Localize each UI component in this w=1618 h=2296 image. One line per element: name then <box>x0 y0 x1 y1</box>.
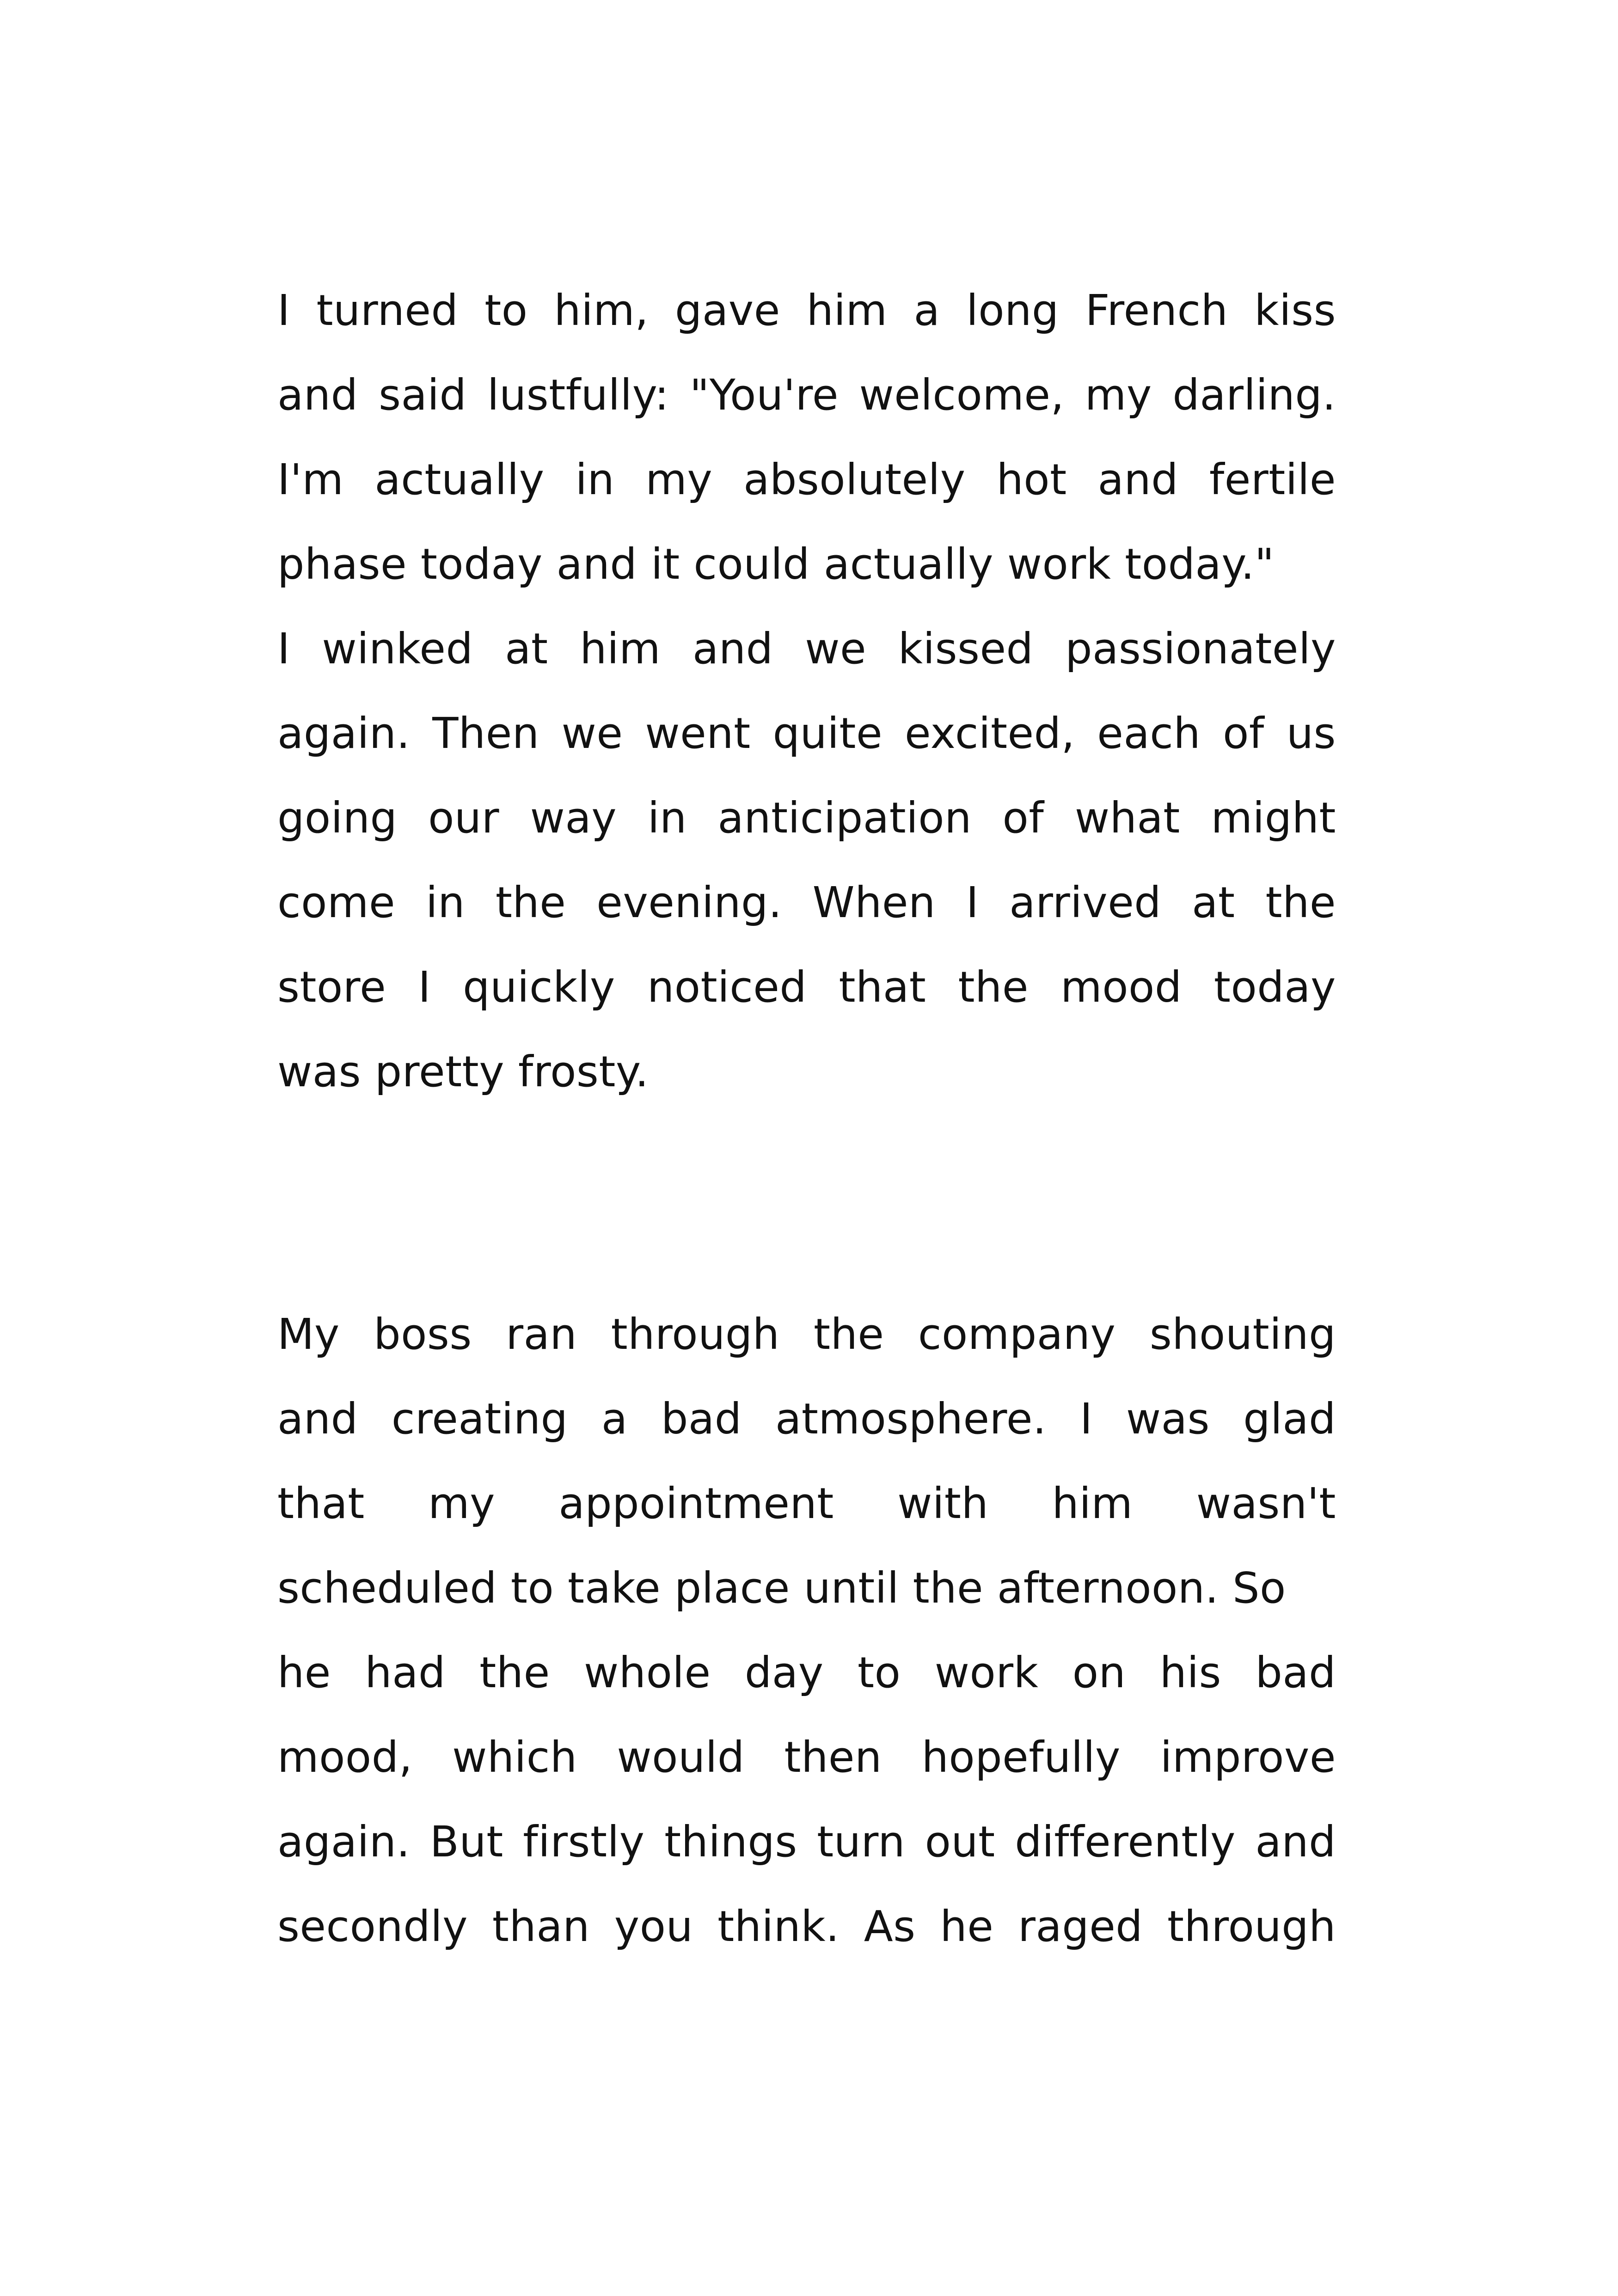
text-line: I winked at him and we kissed passionately <box>277 624 1336 673</box>
text-line: phase today and it could actually work today." <box>277 539 1275 589</box>
text-line: store I quickly noticed that the mood today <box>277 962 1336 1012</box>
text-line: I'm actually in my absolutely hot and fertile <box>277 455 1336 504</box>
text-line: again. But firstly things turn out differently and <box>277 1817 1336 1867</box>
text-line: again. Then we went quite excited, each of us <box>277 709 1336 758</box>
text-line: mood, which would then hopefully improve <box>277 1733 1336 1782</box>
paragraph-1 <box>277 268 1336 1114</box>
text-line: I turned to him, gave him a long French kiss <box>277 286 1336 335</box>
paragraph-2 <box>277 1292 1336 1969</box>
text-line: secondly than you think. As he raged through <box>277 1902 1336 1951</box>
text-line: My boss ran through the company shouting <box>277 1310 1336 1359</box>
text-line: and said lustfully: "You're welcome, my darling. <box>277 370 1336 420</box>
text-line: going our way in anticipation of what might <box>277 793 1336 843</box>
text-line: and creating a bad atmosphere. I was glad <box>277 1394 1336 1444</box>
text-line: scheduled to take place until the afternoon. So <box>277 1563 1286 1613</box>
text-line: that my appointment with him wasn't <box>277 1479 1336 1528</box>
text-line: come in the evening. When I arrived at the <box>277 878 1336 927</box>
text-line: was pretty frosty. <box>277 1047 649 1096</box>
text-line: he had the whole day to work on his bad <box>277 1648 1336 1697</box>
